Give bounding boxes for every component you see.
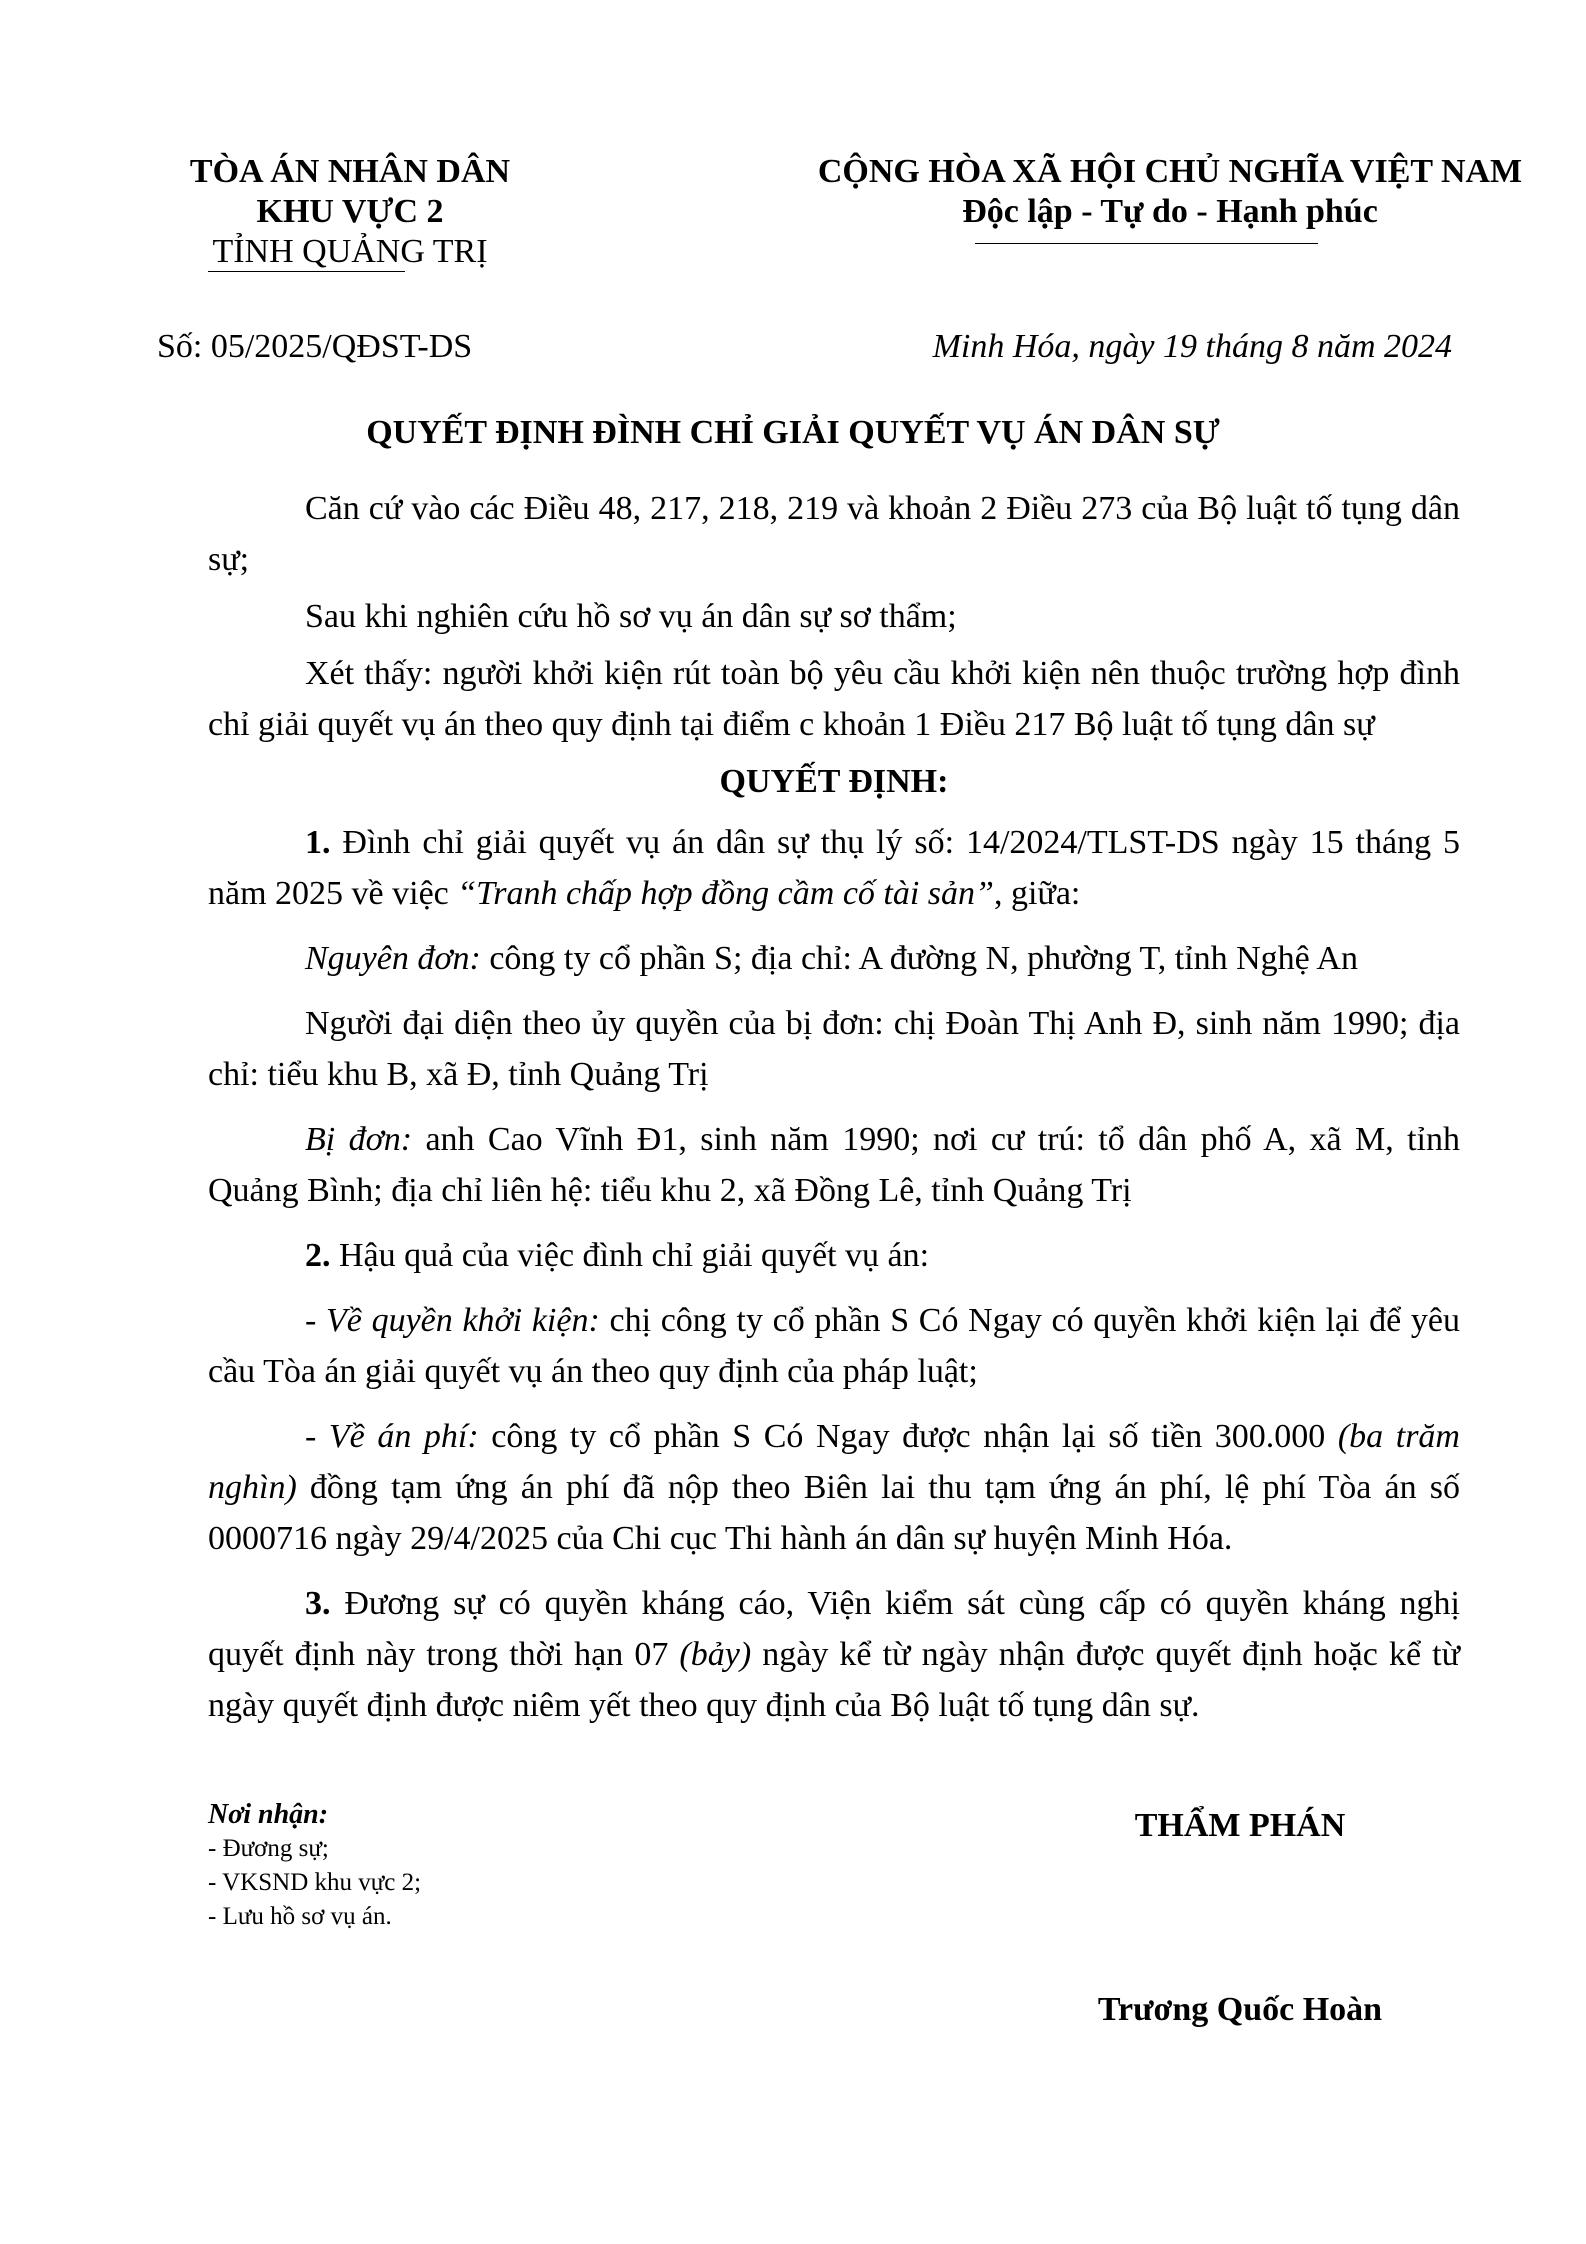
defendant-paragraph [208,1114,1460,1216]
court-header [150,152,550,272]
court-fee-text: công ty cổ phần S Có Ngay được nhận lại số tiền 300.000 [478,1418,1338,1455]
national-header-underline [975,243,1318,244]
court-name: TÒA ÁN NHÂN DÂN [189,153,511,190]
place-date: Minh Hóa, ngày 19 tháng 8 năm 2024 [932,328,1452,365]
finding: Xét thấy: người khởi kiện rút toàn bộ yêu cầu khởi kiện nên thuộc trường hợp đình chỉ giải quyết vụ án theo quy định tại điểm c khoản 1 Điều 217 Bộ luật tố tụng dân sự [208,655,1460,743]
decision-item-2 [208,1230,1460,1281]
court-fee-paragraph [208,1411,1460,1564]
plaintiff-paragraph [208,933,1460,984]
court-province: TỈNH QUẢNG TRỊ [212,233,488,270]
defendant-text: anh Cao Vĩnh Đ1, sinh năm 1990; nơi cư trú: tổ dân phố A, xã M, tỉnh Quảng Bình; địa chỉ liên hệ: tiểu khu 2, xã Đồng Lê, tỉnh Quảng Trị [208,1121,1460,1209]
decision-item-1 [208,817,1460,919]
item-1-number: 1. [305,824,331,861]
plaintiff-label: Nguyên đơn: [305,940,481,977]
defendant-label: Bị đơn: [305,1121,413,1158]
item-2-text: Hậu quả của việc đình chỉ giải quyết vụ án: [330,1237,930,1274]
item-1-text: Đình chỉ giải quyết vụ án dân sự thụ lý số: 14/2024/TLST-DS ngày 15 tháng 5 năm 2025 về việc [208,824,1460,912]
item-2-number: 2. [305,1237,331,1274]
legal-basis: Căn cứ vào các Điều 48, 217, 218, 219 và khoản 2 Điều 273 của Bộ luật tố tụng dân sự; [208,490,1460,578]
recipient-item: - VKSND khu vực 2; [208,1869,422,1896]
item-3-text-end: ngày kể từ ngày nhận được quyết định hoặc kể từ ngày quyết định được niêm yết theo quy định của Bộ luật tố tụng dân sự. [208,1636,1460,1724]
decision-item-3 [208,1578,1460,1731]
national-header [780,152,1560,232]
recipient-item: - Đương sự; [208,1835,329,1862]
representative-paragraph: Người đại diện theo ủy quyền của bị đơn: chị Đoàn Thị Anh Đ, sinh năm 1990; địa chỉ: tiểu khu B, xã Đ, tỉnh Quảng Trị [208,1005,1460,1093]
right-to-sue-label: - Về quyền khởi kiện: [305,1302,600,1339]
item-3-text: Đương sự có quyền kháng cáo, Viện kiểm sát cùng cấp có quyền kháng nghị quyết định này trong thời hạn 07 [208,1585,1460,1673]
plaintiff-text: công ty cổ phần S; địa chỉ: A đường N, phường T, tỉnh Nghệ An [480,940,1358,977]
recipient-item: - Lưu hồ sơ vụ án. [208,1903,392,1930]
document-number: Số: 05/2025/QĐST-DS [157,328,473,365]
court-fee-text-end: đồng tạm ứng án phí đã nộp theo Biên lai thu tạm ứng án phí, lệ phí Tòa án số 0000716 ngày 29/4/2025 của Chi cục Thi hành án dân sự huyện Minh Hóa. [208,1469,1460,1557]
item-3-number: 3. [305,1585,331,1622]
decision-heading: QUYẾT ĐỊNH: [719,763,949,800]
right-to-sue-paragraph [208,1295,1460,1397]
document-title: QUYẾT ĐỊNH ĐÌNH CHỈ GIẢI QUYẾT VỤ ÁN DÂN SỰ [366,414,1220,451]
fee-amount-words: (ba trăm nghìn) [208,1418,1460,1506]
court-header-underline [208,271,405,272]
judge-name: Trương Quốc Hoàn [1097,1991,1383,2028]
right-to-sue-text: chị công ty cổ phần S Có Ngay có quyền khởi kiện lại để yêu cầu Tòa án giải quyết vụ án theo quy định của pháp luật; [208,1302,1461,1390]
court-region: KHU VỰC 2 [256,193,444,230]
document-body [208,483,1460,1745]
nation-name: CỘNG HÒA XÃ HỘI CHỦ NGHĨA VIỆT NAM [817,153,1523,190]
court-fee-label: - Về án phí: [305,1418,479,1455]
nation-motto: Độc lập - Tự do - Hạnh phúc [962,193,1378,230]
case-review: Sau khi nghiên cứu hồ sơ vụ án dân sự sơ thẩm; [305,598,957,635]
recipients-label: Nơi nhận: [208,1799,329,1830]
days-words: (bảy) [679,1636,752,1673]
judge-title: THẨM PHÁN [1134,1807,1346,1844]
recipients-block [208,1798,421,1934]
case-subject: “Tranh chấp hợp đồng cầm cố tài sản” [457,875,994,912]
item-1-text-end: , giữa: [993,875,1081,912]
